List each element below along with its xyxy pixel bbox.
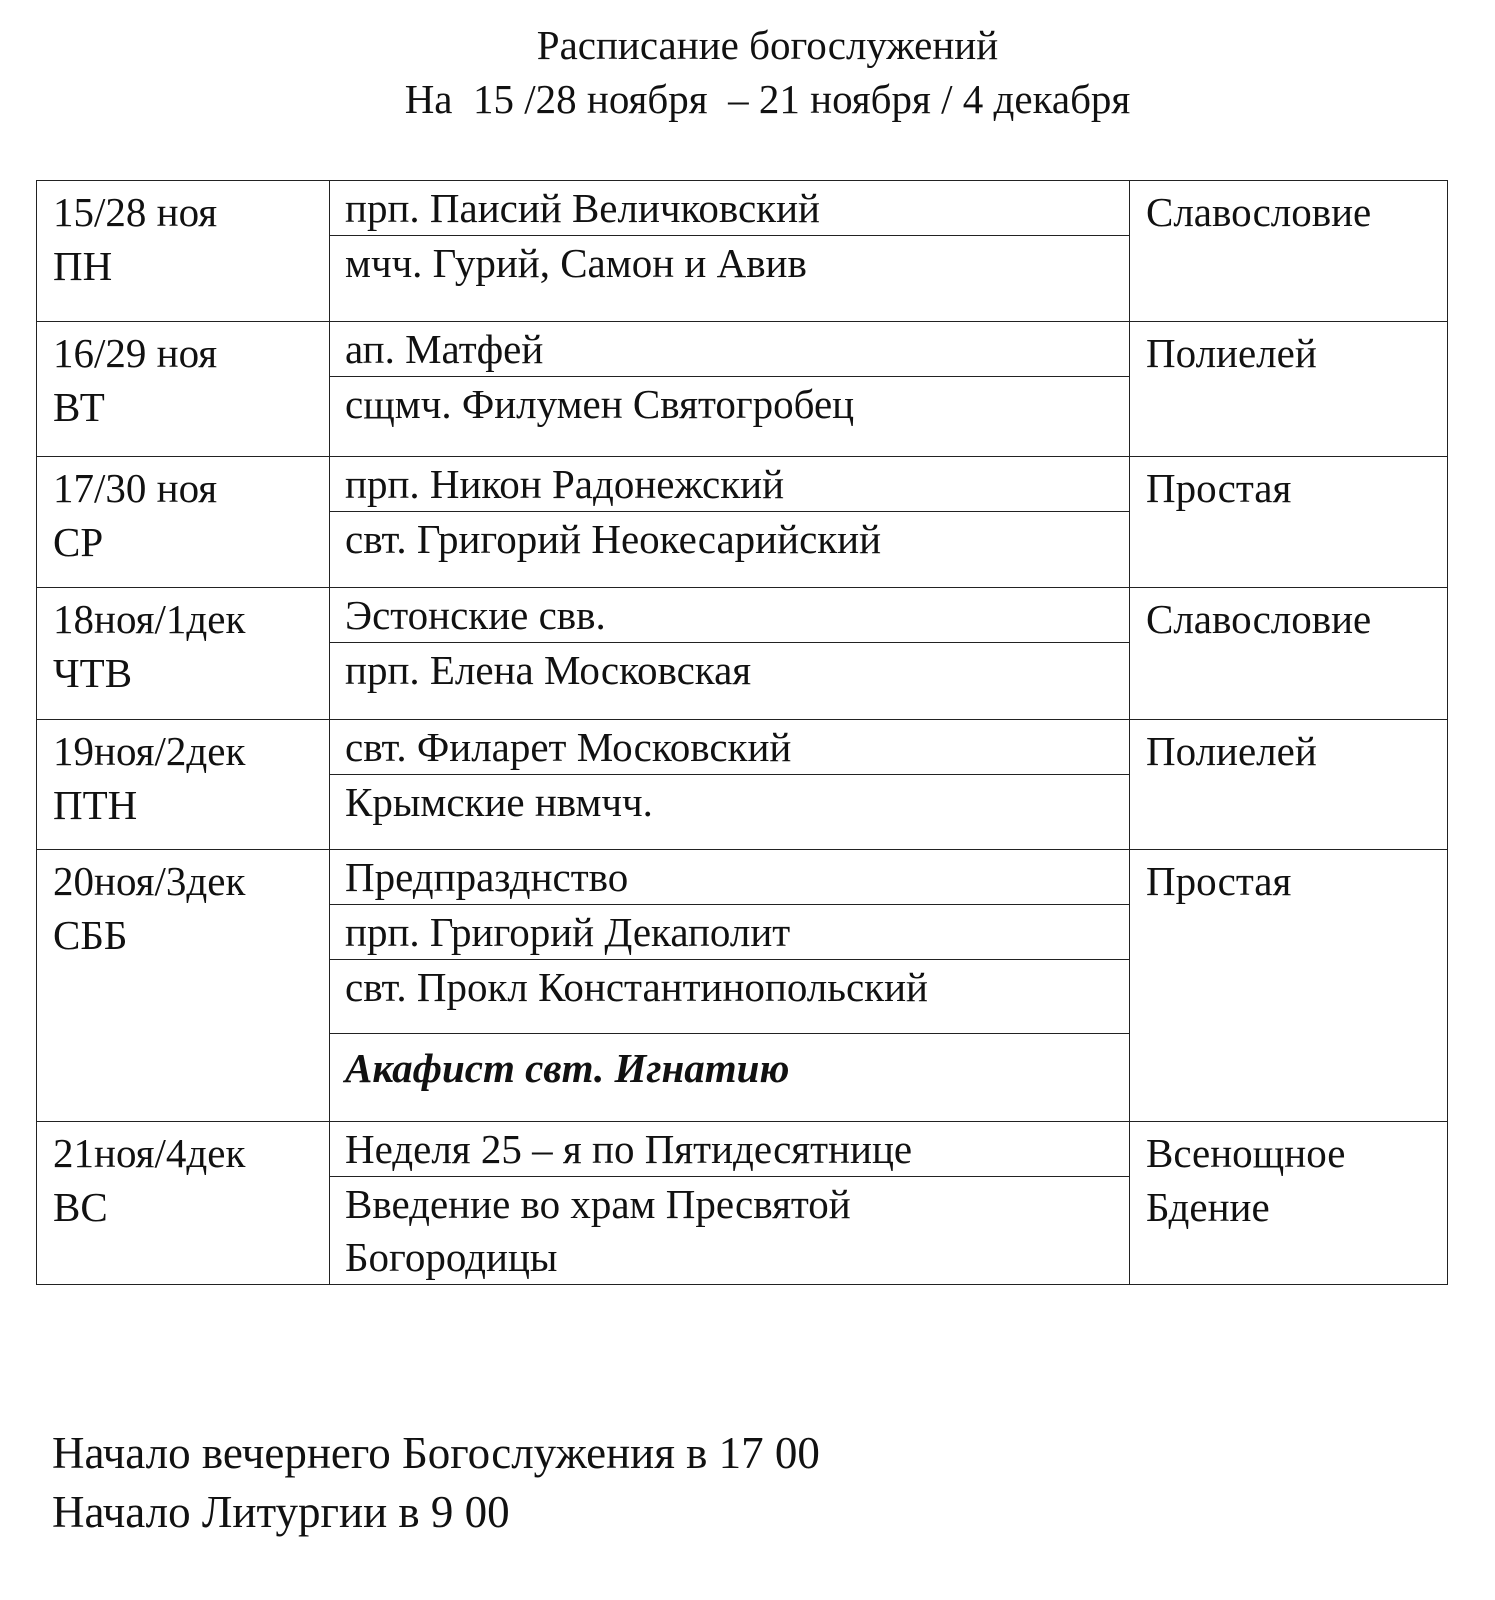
saint-entry: Эстонские свв. [330,588,1129,643]
table-row [37,850,1448,1122]
date-cell [37,181,330,322]
saints-cell [330,850,1130,1122]
saint-entry: прп. Елена Московская [345,647,752,693]
service-times [52,1424,820,1542]
saint-entry: свт. Прокл Константинопольский [330,960,1129,1034]
service-rank: Всенощное [1146,1130,1346,1176]
date-text: 18ноя/1дек [53,596,246,642]
service-rank: Простая [1146,858,1292,904]
table-row [37,588,1448,720]
date-cell [37,720,330,850]
saint-entry: прп. Паисий Величковский [330,181,1129,236]
schedule-table [36,180,1448,1285]
saint-entry: прп. Григорий Декаполит [330,905,1129,960]
service-rank-cell [1130,181,1448,322]
date-cell [37,588,330,720]
saint-entry: мчч. Гурий, Самон и Авив [345,240,807,286]
service-rank-cell [1130,457,1448,588]
page-subtitle: На 15 /28 ноября – 21 ноября / 4 декабря [404,76,1131,122]
saint-entry: Крымские нвмчч. [345,779,653,825]
service-rank: Полиелей [1146,330,1317,376]
service-rank-cell [1130,322,1448,457]
date-cell [37,850,330,1122]
saints-cell [330,588,1130,720]
weekday-text: ВС [53,1184,108,1230]
date-cell [37,1122,330,1285]
akathist-entry: Акафист свт. Игнатию [345,1045,790,1091]
service-rank: Славословие [1146,596,1372,642]
date-cell [37,457,330,588]
service-rank: Полиелей [1146,728,1317,774]
header [0,18,1495,126]
saint-entry: прп. Никон Радонежский [330,457,1129,512]
saints-cell [330,181,1130,322]
date-text: 21ноя/4дек [53,1130,246,1176]
service-rank-cell [1130,850,1448,1122]
service-rank: Простая [1146,465,1292,511]
saint-entry: ап. Матфей [330,322,1129,377]
weekday-text: ПН [53,243,113,289]
table-row [37,322,1448,457]
saint-entry: сщмч. Филумен Святогробец [345,381,855,427]
evening-service-time: Начало вечернего Богослужения в 17 00 [52,1428,820,1478]
saint-entry: Неделя 25 – я по Пятидесятнице [330,1122,1129,1177]
liturgy-time: Начало Литургии в 9 00 [52,1487,510,1537]
table-row [37,1122,1448,1285]
saint-entry: Введение во храм Пресвятой Богородицы [345,1181,851,1280]
weekday-text: ВТ [53,384,105,430]
service-rank-cell [1130,720,1448,850]
table-row [37,720,1448,850]
date-text: 19ноя/2дек [53,728,246,774]
saint-entry: свт. Филарет Московский [330,720,1129,775]
saints-cell [330,322,1130,457]
service-rank: Славословие [1146,189,1372,235]
date-text: 16/29 ноя [53,330,218,376]
weekday-text: СР [53,519,104,565]
service-rank: Бдение [1146,1184,1270,1230]
weekday-text: ЧТВ [53,650,133,696]
saints-cell [330,720,1130,850]
date-text: 15/28 ноя [53,189,218,235]
saint-entry: Предпразднство [330,850,1129,905]
weekday-text: ПТН [53,782,138,828]
date-text: 17/30 ноя [53,465,218,511]
service-rank-cell [1130,588,1448,720]
table-row [37,181,1448,322]
table-row [37,457,1448,588]
saints-cell [330,1122,1130,1285]
saint-entry: свт. Григорий Неокесарийский [345,516,882,562]
weekday-text: СББ [53,912,128,958]
page-title: Расписание богослужений [536,22,999,68]
service-rank-cell [1130,1122,1448,1285]
date-text: 20ноя/3дек [53,858,246,904]
saints-cell [330,457,1130,588]
date-cell [37,322,330,457]
